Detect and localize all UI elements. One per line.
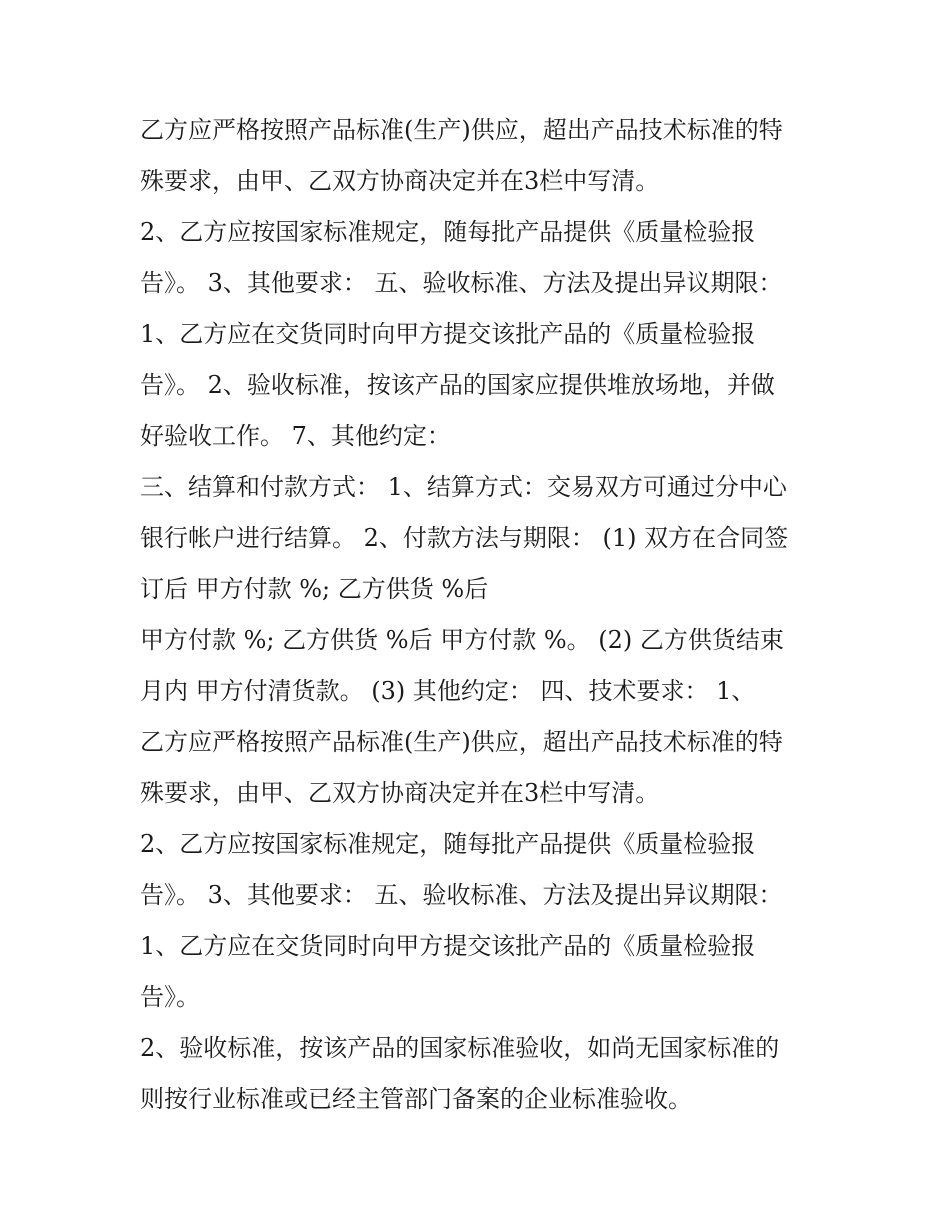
text-line: 殊要求，由甲、乙双方协商决定并在3栏中写清。 <box>140 167 660 195</box>
document-body <box>140 105 820 1125</box>
text-line: 2、乙方应按国家标准规定，随每批产品提供《质量检验报 <box>140 830 756 858</box>
text-line: 告》。 3、其他要求： 五、验收标准、方法及提出异议期限： <box>140 881 783 909</box>
text-line: 乙方应严格按照产品标准(生产)供应，超出产品技术标准的特 <box>140 728 783 756</box>
text-line: 甲方付款 %; 乙方供货 %后 甲方付款 %。 (2) 乙方供货结束 <box>140 626 784 654</box>
text-line: 好验收工作。 7、其他约定： <box>140 422 451 450</box>
text-line: 殊要求，由甲、乙双方协商决定并在3栏中写清。 <box>140 779 660 807</box>
text-line: 告》。 <box>140 983 200 1011</box>
text-line: 2、乙方应按国家标准规定，随每批产品提供《质量检验报 <box>140 218 756 246</box>
text-line: 则按行业标准或已经主管部门备案的企业标准验收。 <box>140 1085 692 1113</box>
text-line: 银行帐户进行结算。 2、付款方法与期限： (1) 双方在合同签 <box>140 524 789 552</box>
text-line: 三、结算和付款方式： 1、结算方式：交易双方可通过分中心 <box>140 473 787 501</box>
text-line: 1、乙方应在交货同时向甲方提交该批产品的《质量检验报 <box>140 932 756 960</box>
text-line: 月内 甲方付清货款。 (3) 其他约定： 四、技术要求： 1、 <box>140 677 756 705</box>
text-line: 1、乙方应在交货同时向甲方提交该批产品的《质量检验报 <box>140 320 756 348</box>
text-line: 2、验收标准，按该产品的国家标准验收，如尚无国家标准的 <box>140 1034 780 1062</box>
text-line: 告》。 3、其他要求： 五、验收标准、方法及提出异议期限： <box>140 269 783 297</box>
text-line: 订后 甲方付款 %; 乙方供货 %后 <box>140 575 489 603</box>
text-line: 乙方应严格按照产品标准(生产)供应，超出产品技术标准的特 <box>140 116 783 144</box>
text-line: 告》。 2、验收标准，按该产品的国家应提供堆放场地，并做 <box>140 371 775 399</box>
